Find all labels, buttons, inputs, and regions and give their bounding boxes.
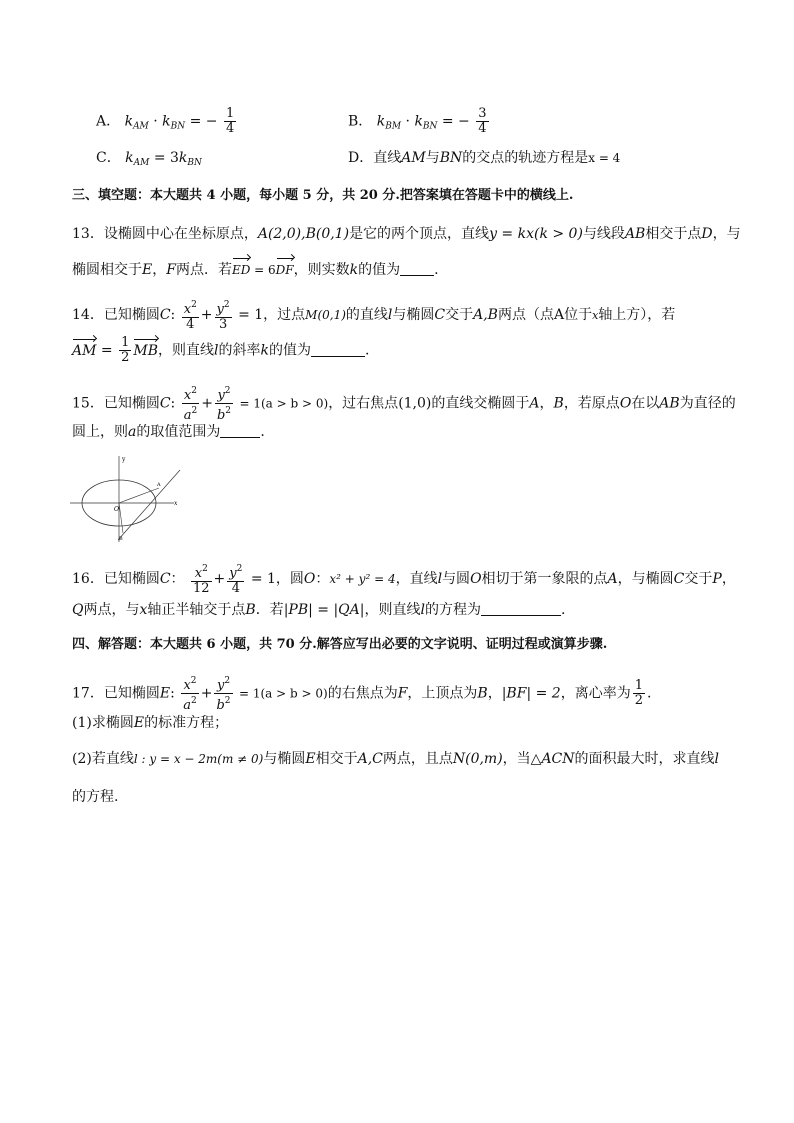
math-sub: AM [133,121,149,132]
math-var: A [529,395,540,412]
text: 交于 [684,571,713,587]
point-b-label: B [119,536,123,542]
frac-den: 4 [231,581,240,596]
math-expr: (1,0) [398,395,432,412]
text: 为直径的 [679,395,736,412]
text: ．若 [255,602,284,618]
option-label: C． [96,150,121,166]
text: (1)求椭圆 [72,715,134,731]
math-sup: 2 [191,300,197,310]
vector: ED [232,260,250,280]
option-c [96,148,202,173]
q13-line2 [72,260,439,280]
text: 16．已知椭圆 [72,571,160,587]
math-expr: x = 4 [588,151,621,165]
text: 的斜率 [218,342,261,359]
fraction [215,384,233,423]
text: 的值为 [268,342,311,359]
text: ： [170,571,185,587]
math-var: E [142,262,153,278]
math-var: k [162,113,171,130]
math-var: l [420,602,425,618]
text: 与圆 [442,571,471,587]
math-op: : [170,307,176,323]
answer-blank[interactable] [400,261,434,276]
fraction [214,674,232,713]
math-var: l [214,342,219,359]
text: 是它的两个顶点，直线 [349,226,490,242]
fraction [182,384,200,423]
text: 两点．若 [175,262,232,278]
text: 两点，且点 [382,751,453,767]
math-expr: l : y = x − 2m(m ≠ 0) [133,752,264,766]
math-var: y [229,566,237,581]
math-var: a [183,408,192,423]
text: (2)若直线 [72,751,134,767]
option-label: B． [348,113,373,130]
q14-line1 [72,298,675,332]
math-op: = 1 [238,307,264,323]
text: . [260,424,265,440]
frac-den: 12 [193,581,210,596]
math-sup: 2 [190,676,197,686]
text: 相切于第一象限的点 [481,571,608,587]
text: 与椭圆 [263,751,306,767]
math-var: k [414,113,423,130]
math-sub: AM [133,158,150,168]
ellipse-figure [70,452,190,544]
text: 的标准方程； [144,715,229,731]
math-op: : [170,395,176,412]
math-expr: A(2,0),B(0,1) [257,226,350,242]
math-var: F [397,685,408,702]
text: 的方程. [72,789,119,805]
math-var: A [607,571,618,587]
math-var: Q [72,602,84,618]
math-op: = [96,342,118,359]
math-var: y [216,678,225,693]
option-a [96,107,238,137]
text: . [434,262,439,278]
math-op: · [153,113,158,130]
text: ， [152,262,167,278]
math-expr: |BF| = 2 [501,685,561,702]
fraction [191,562,212,596]
math-var: AB [659,395,680,412]
math-var: x [183,388,192,403]
text: 与椭圆 [392,307,435,323]
math-var: k [260,342,269,359]
math-sub: BN [170,121,186,132]
frac-den: 2 [121,350,130,365]
math-expr: N(0,m) [452,751,503,767]
math-op: = 6 [250,263,276,277]
q15-line1: 15．已知椭圆C: $\frac{x^2}{a^2}$ + $\frac{y^2}{b^2}$ = 1(a > b > 0)，过右焦点(1,0)的直线交椭圆于A，B，若原点O在以AB为直径的 [72,386,736,423]
text: ，上顶点为 [407,685,478,702]
fraction [224,107,236,136]
origin-label: O [114,506,119,513]
math-var: x [194,566,203,581]
math-expr: △ACN [530,751,575,767]
text: ，与 [712,226,741,242]
fraction [476,107,488,136]
fraction [182,298,199,332]
math-expr: = 1(a > b > 0) [239,396,329,411]
vector: AM [72,342,97,359]
segment-ob [119,503,123,533]
math-var: P [712,571,722,587]
text: 的交点的轨迹方程是 [462,150,589,166]
frac-den: 4 [478,121,487,136]
math-var: l [437,571,443,587]
text: 相交于 [315,751,358,767]
math-sub: BN [422,121,438,132]
q17-part2 [72,749,719,769]
math-var: a [183,698,191,713]
fraction [119,336,131,365]
frac-den: 4 [225,121,235,136]
answer-blank[interactable] [481,601,561,616]
option-d [348,148,620,168]
text: 直线 [373,150,402,166]
math-var: B [553,395,564,412]
text: ，圆 [275,571,304,587]
math-var: x [592,309,599,322]
text: . [646,685,652,702]
math-expr: |PB| = |QA| [283,602,365,618]
math-var: E [159,685,171,702]
math-var: k [349,262,359,278]
math-sup: 2 [224,676,231,686]
math-sup: 2 [191,696,197,706]
math-sup: 2 [191,406,198,416]
text: ，则直线 [364,602,421,618]
math-var: C [159,395,171,412]
text: ，过右焦点 [328,395,399,412]
math-var: x [183,678,191,693]
section-4-title: 四、解答题：本大题共 6 小题，共 70 分.解答应写出必要的文字说明、证明过程或演算步骤. [72,637,608,652]
math-sup: 2 [191,386,197,396]
math-var: k [124,113,134,130]
answer-blank[interactable] [220,423,260,438]
text: 的面积最大时，求直线 [574,751,715,767]
text: 的值为 [358,262,401,278]
math-expr: = 1(a > b > 0) [238,686,328,701]
q17-line1: 17．已知椭圆E: $\frac{x^2}{a^2}$ + $\frac{y^2}{b^2}$ = 1(a > b > 0)的右焦点为F，上顶点为B，|BF| = 2，离心率为 $\frac{1}{2}$ . [72,676,652,713]
math-expr: x² + y² = 4 [329,572,396,586]
text: 的直线 [345,307,388,323]
math-var: C [434,307,446,323]
text: 17．已知椭圆 [72,685,160,702]
text: ，直线 [395,571,438,587]
math-var: a [128,424,137,440]
math-var: AM [401,150,426,166]
math-var: O [619,395,632,412]
math-sub: BN [187,158,202,168]
q17-part2-cont [72,787,118,807]
math-var: D [701,226,713,242]
q16-line2 [72,600,565,620]
answer-blank[interactable] [311,342,365,357]
math-var: k [178,150,188,166]
text: ，离心率为 [560,685,631,702]
math-var: BN [439,150,463,166]
fraction [633,679,645,708]
text: 15．已知椭圆 [72,395,160,412]
math-sub: BM [385,121,402,132]
fraction [181,674,199,713]
fraction [227,562,244,596]
text: 两点，与 [83,602,140,618]
math-var: l [387,307,393,323]
math-var: x [139,602,148,618]
math-var: O [470,571,482,587]
math-sup: 2 [202,564,208,574]
math-var: E [305,751,316,767]
math-var: B [477,685,488,702]
math-var: k [376,113,386,130]
text: 13．设椭圆中心在坐标原点， [72,226,258,242]
math-var: C [159,571,171,587]
math-sup: 2 [236,564,243,574]
math-sup: 2 [224,696,231,706]
point-a-label: A [157,482,161,488]
q15-line2 [72,422,265,442]
math-sup: 2 [224,386,231,396]
frac-num: 3 [478,106,487,121]
text: ， [487,685,502,702]
text: 14．已知椭圆 [72,307,160,323]
option-b [348,107,491,137]
math-var: b [216,408,226,423]
section-3-title: 三、填空题：本大题共 4 小题，每小题 5 分，共 20 分.把答案填在答题卡中的横线上. [72,188,574,203]
text: ，过点 [263,307,306,323]
text: 的取值范围为 [136,424,221,440]
frac-den: 4 [186,317,195,332]
q14-line2 [72,336,369,365]
math-var: y [216,302,224,317]
q17-part1 [72,713,228,733]
math-expr: y = kx(k > 0) [489,226,583,242]
math-var: x [183,302,192,317]
y-axis-label: y [122,456,126,463]
text: 相交于点 [645,226,702,242]
text: ， [721,571,736,587]
math-op: + [200,307,213,323]
frac-den: 3 [218,317,228,332]
math-var: C [673,571,685,587]
math-var: AB [624,226,646,242]
text: 的直线交椭圆于 [431,395,530,412]
math-op: = − [441,113,470,130]
vector: DF [276,260,294,280]
text: 轴正半轴交于点 [147,602,246,618]
math-var: l [714,751,719,767]
math-sup: 2 [225,406,232,416]
text: . [560,602,566,618]
math-op: : [170,685,175,702]
text: . [364,342,370,359]
text: 两点（点A位于 [497,307,593,323]
text: 与线段 [582,226,625,242]
text: ， [539,395,554,412]
text: 的右焦点为 [327,685,398,702]
text: 的方程为 [424,602,481,618]
option-label: A． [96,113,121,130]
math-sup: 2 [223,300,230,310]
math-op: = 3 [153,150,179,166]
q16-line1: 16．已知椭圆C： $\frac{x^2}{12}$ + $\frac{y^2}{4}$ = 1，圆O：x² + y² = 4，直线l与圆O相切于第一象限的点A，与椭圆C交于P， [72,564,736,596]
frac-den: 2 [634,693,643,708]
text: 交于 [445,307,474,323]
q13-line1 [72,224,741,244]
math-op: = 1 [250,571,276,587]
frac-num: 1 [634,678,643,693]
math-op: · [405,113,410,130]
text: ，则直线 [158,342,214,359]
vector: MB [133,342,158,359]
text: ，若原点 [563,395,620,412]
math-var: y [217,388,225,403]
text: ，与椭圆 [617,571,674,587]
math-expr: M(0,1) [305,308,346,322]
math-expr: A,C [357,751,383,767]
math-var: k [125,150,134,166]
frac-num: 1 [225,106,235,121]
text: 圆上，则 [72,424,128,440]
math-var: b [216,698,225,713]
math-var: O [303,571,316,587]
x-axis-label: x [174,500,178,507]
math-var: C [159,307,171,323]
math-expr: A,B [473,307,498,323]
fraction [215,298,232,332]
option-label: D． [348,150,374,166]
math-var: B [245,602,256,618]
text: ： [315,571,330,587]
frac-num: 1 [121,335,130,350]
text: 与 [425,150,440,166]
text: ，当 [502,751,531,767]
text: 轴上方），若 [598,307,676,323]
math-op: = − [189,113,218,130]
text: ，则实数 [293,262,350,278]
math-var: E [133,715,145,731]
math-var: F [166,262,176,278]
text: 在以 [631,395,660,412]
text: 椭圆相交于 [72,262,142,278]
